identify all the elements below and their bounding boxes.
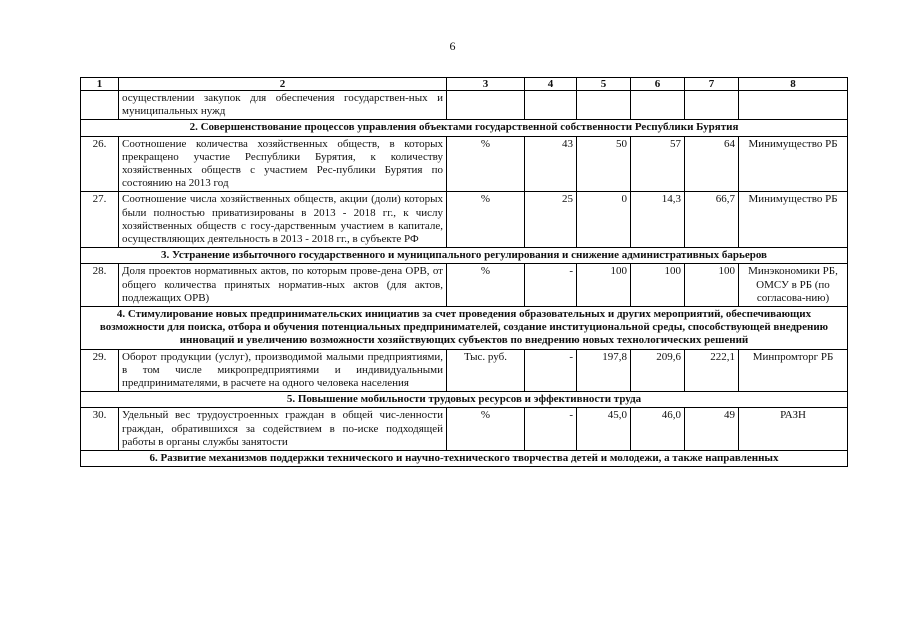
value-cell [447, 91, 525, 120]
value-col-7: 49 [685, 408, 739, 451]
value-col-5: 45,0 [577, 408, 631, 451]
section-heading: 6. Развитие механизмов поддержки технического и научно-технического творчества детей и молодежи, а также направленных [81, 451, 848, 467]
row-number [81, 91, 119, 120]
value-cell [685, 91, 739, 120]
value-cell [739, 91, 848, 120]
section-heading-row [81, 248, 848, 264]
unit-cell: Тыс. руб. [447, 349, 525, 392]
page-number: 6 [449, 39, 456, 53]
value-col-4: - [525, 408, 577, 451]
indicator-text: Удельный вес трудоустроенных граждан в общей чис-ленности граждан, обратившихся за содействием в по-иске подходящей работы в органы службы занятости [119, 408, 447, 451]
section-heading-row [81, 120, 848, 136]
value-col-4: - [525, 349, 577, 392]
indicator-text: Оборот продукции (услуг), производимой малыми предприятиями, в том числе микропредприятиями и индивидуальными предпринимателями, в расчете на одного человека населения [119, 349, 447, 392]
indicator-text: Соотношение количества хозяйственных обществ, в которых прекращено участие Республики Бурятия, к количеству хозяйственных обществ с участием Рес-публики Бурятия по состоянию на 2013 год [119, 136, 447, 192]
value-cell [525, 91, 577, 120]
value-col-6: 209,6 [631, 349, 685, 392]
table-row [81, 264, 848, 307]
indicators-table [80, 77, 848, 467]
value-col-5: 50 [577, 136, 631, 192]
value-col-7: 222,1 [685, 349, 739, 392]
value-col-4: - [525, 264, 577, 307]
column-header: 5 [577, 78, 631, 91]
value-col-5: 100 [577, 264, 631, 307]
section-heading-row [81, 307, 848, 350]
indicator-text: Соотношение числа хозяйственных обществ, акции (доли) которых были полностью приватизированы в 2013 - 2018 гг., к числу хозяйственных обществ с госу-дарственным участием в капитале, осуществляющих деятельность в 2013 - 2018 гг., в субъекте РФ [119, 192, 447, 248]
value-col-6: 100 [631, 264, 685, 307]
value-cell [577, 91, 631, 120]
column-header: 3 [447, 78, 525, 91]
indicator-text: осуществлении закупок для обеспечения государствен-ных и муниципальных нужд [119, 91, 447, 120]
section-heading: 5. Повышение мобильности трудовых ресурсов и эффективности труда [81, 392, 848, 408]
column-header: 4 [525, 78, 577, 91]
executor-cell: Минпромторг РБ [739, 349, 848, 392]
row-number: 28. [81, 264, 119, 307]
column-header: 6 [631, 78, 685, 91]
unit-cell: % [447, 136, 525, 192]
value-col-7: 66,7 [685, 192, 739, 248]
unit-cell: % [447, 408, 525, 451]
section-heading: 3. Устранение избыточного государственного и муниципального регулирования и снижение административных барьеров [81, 248, 848, 264]
value-col-4: 43 [525, 136, 577, 192]
value-col-6: 57 [631, 136, 685, 192]
executor-cell: РАЗН [739, 408, 848, 451]
table-row [81, 349, 848, 392]
column-header: 8 [739, 78, 848, 91]
value-col-5: 197,8 [577, 349, 631, 392]
value-col-5: 0 [577, 192, 631, 248]
section-heading-row [81, 451, 848, 467]
section-heading-row [81, 392, 848, 408]
continuation-row [81, 91, 848, 120]
executor-cell: Минимущество РБ [739, 192, 848, 248]
table-row [81, 192, 848, 248]
value-col-4: 25 [525, 192, 577, 248]
column-header: 7 [685, 78, 739, 91]
table-row [81, 408, 848, 451]
row-number: 29. [81, 349, 119, 392]
value-col-6: 46,0 [631, 408, 685, 451]
table-header-row [81, 78, 848, 91]
unit-cell: % [447, 192, 525, 248]
value-col-7: 100 [685, 264, 739, 307]
executor-cell: Минимущество РБ [739, 136, 848, 192]
column-header: 2 [119, 78, 447, 91]
table-row [81, 136, 848, 192]
value-col-6: 14,3 [631, 192, 685, 248]
executor-cell: Минэкономики РБ, ОМСУ в РБ (по согласова-нию) [739, 264, 848, 307]
value-col-7: 64 [685, 136, 739, 192]
column-header: 1 [81, 78, 119, 91]
unit-cell: % [447, 264, 525, 307]
row-number: 26. [81, 136, 119, 192]
row-number: 30. [81, 408, 119, 451]
section-heading: 2. Совершенствование процессов управления объектами государственной собственности Республики Бурятия [81, 120, 848, 136]
value-cell [631, 91, 685, 120]
indicator-text: Доля проектов нормативных актов, по которым прове-дена ОРВ, от общего количества принятых норматив-ных актов (для актов, подлежащих ОРВ) [119, 264, 447, 307]
section-heading: 4. Стимулирование новых предпринимательских инициатив за счет проведения образовательных и других мероприятий, обеспечивающих возможности для поиска, отбора и обучения потенциальных предпринимателей, создание институциональной среды, способствующей внедрению инноваций и увеличению возможности хозяйствующих субъектов по внедрению новых технологических решений [81, 307, 848, 350]
row-number: 27. [81, 192, 119, 248]
